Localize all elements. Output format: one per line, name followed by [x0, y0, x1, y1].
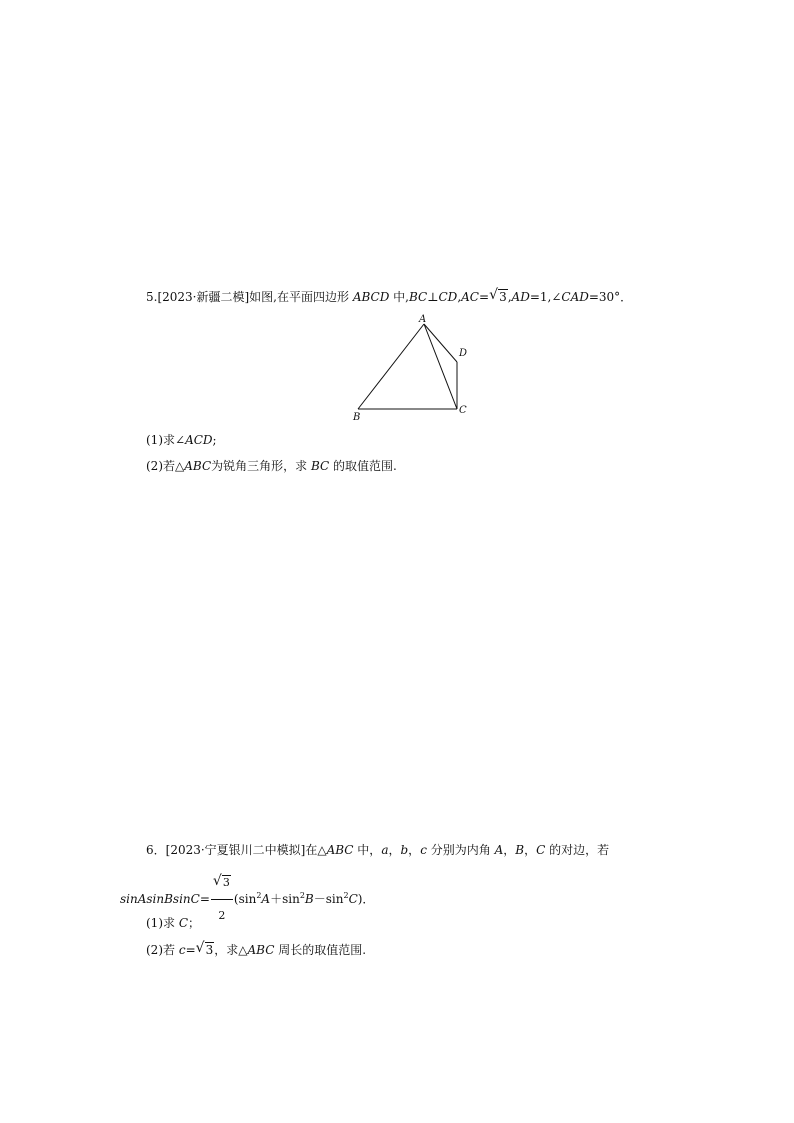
exponent: 2 [343, 891, 349, 900]
triangle-name: ABC [326, 843, 354, 857]
fraction-denominator: 2 [218, 909, 226, 922]
angle-b: B [515, 843, 525, 857]
problem5-source: [2023·新疆二模] [157, 290, 250, 304]
segment-bc: BC [408, 290, 428, 304]
fraction-numerator [211, 868, 233, 900]
problem6-question-2 [146, 942, 366, 958]
problem5-number: 5. [146, 290, 158, 304]
punctuation: , [507, 290, 512, 304]
sqrt-radicand: 3 [499, 290, 507, 304]
question-text: 为锐角三角形，求 [211, 459, 311, 473]
question-text: (2)若△ [146, 459, 185, 473]
equals-sign: = [199, 892, 210, 906]
problem5-question-1 [146, 432, 217, 448]
equals-sign: = [185, 943, 196, 957]
vertex-label-c: C [459, 405, 467, 416]
triangle-name: ABC [184, 459, 212, 473]
problem6-question-1 [146, 915, 200, 931]
sqrt-radicand: 3 [222, 876, 230, 889]
problem5-stem [146, 289, 632, 305]
vertex-label-d: D [459, 348, 468, 359]
problem5-text: =30°． [588, 290, 633, 304]
equation-text: ＋sin [270, 892, 300, 906]
problem6-stem [146, 842, 609, 858]
question-text: 的取值范围. [329, 459, 397, 473]
segment-cd: CD [438, 290, 458, 304]
angle-b: B [304, 892, 314, 906]
problem6-text: 在△ [305, 843, 327, 857]
angle-acd: ACD [185, 433, 213, 447]
question-text: (1)求∠ [146, 433, 186, 447]
problem6-text: 中， [353, 843, 382, 857]
angle-c: C [348, 892, 358, 906]
equation-text: (sin [233, 892, 257, 906]
side-c: c [420, 843, 427, 857]
quadrilateral-figure [348, 312, 478, 424]
perpendicular-symbol: ⊥ [427, 290, 439, 304]
punctuation: ; [212, 433, 217, 447]
punctuation: ， [388, 843, 401, 857]
sqrt-expression [213, 868, 231, 898]
edge-ad [424, 324, 457, 362]
angle-c: C [178, 916, 189, 930]
exponent: 2 [256, 891, 262, 900]
punctuation: , [457, 290, 462, 304]
quadrilateral-name: ABCD [352, 290, 390, 304]
segment-bc: BC [310, 459, 330, 473]
problem5-text: 中, [389, 290, 409, 304]
equation-text: －sin [313, 892, 344, 906]
vertex-label-b: B [353, 412, 361, 423]
punctuation: ， [503, 843, 516, 857]
sqrt-radicand: 3 [205, 943, 214, 957]
problem6-text: 的对边，若 [545, 843, 610, 857]
edge-ab [358, 324, 424, 409]
side-a: a [381, 843, 389, 857]
sqrt-expression [489, 289, 508, 305]
question-text: (1)求 [146, 916, 179, 930]
side-b: b [400, 843, 409, 857]
punctuation: ； [188, 916, 201, 930]
question-text: (2)若 [146, 943, 179, 957]
problem6-number: 6． [146, 843, 166, 857]
side-c: c [178, 943, 186, 957]
triangle-name: ABC [247, 943, 275, 957]
vertex-label-a: A [419, 314, 427, 325]
problem5-text: =1,∠ [529, 290, 562, 304]
edge-ac [424, 324, 457, 409]
problem5-question-2 [146, 458, 397, 474]
angle-cad: CAD [561, 290, 589, 304]
equals-sign: = [479, 290, 490, 304]
equation-lhs: sinAsinBsinC [120, 892, 200, 906]
fraction [211, 868, 233, 931]
question-text: ，求△ [214, 943, 248, 957]
problem6-text: 分别为内角 [426, 843, 495, 857]
punctuation: ， [408, 843, 421, 857]
equation-text: )． [357, 892, 375, 906]
sqrt-expression [196, 942, 215, 958]
angle-a: A [494, 843, 504, 857]
angle-c: C [536, 843, 546, 857]
segment-ac: AC [461, 290, 479, 304]
angle-a: A [261, 892, 271, 906]
punctuation: ， [524, 843, 537, 857]
problem5-text: 如图,在平面四边形 [249, 290, 353, 304]
problem6-source: [2023·宁夏银川二中模拟] [165, 843, 306, 857]
segment-ad: AD [511, 290, 530, 304]
question-text: 周长的取值范围. [274, 943, 367, 957]
exponent: 2 [299, 891, 305, 900]
